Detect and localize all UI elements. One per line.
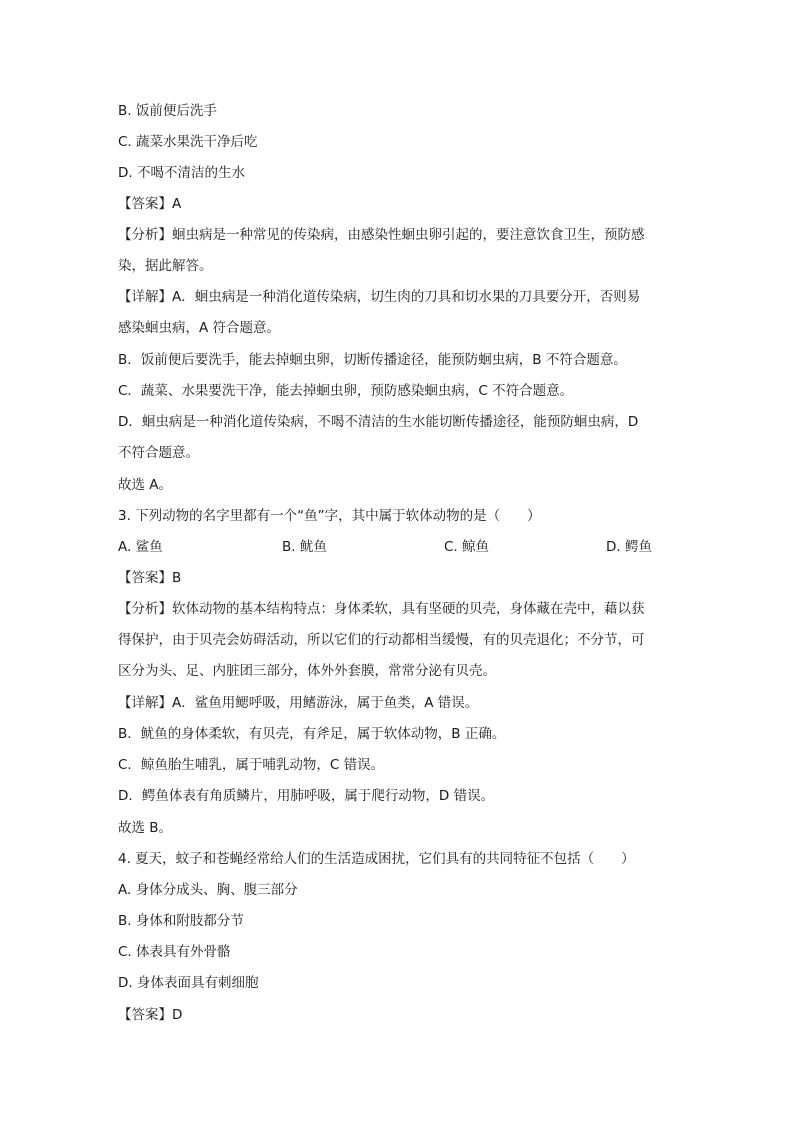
analysis-line: 染，据此解答。 [118,258,213,274]
option-d: D. 鳄鱼 [606,539,652,555]
explanation-line: 不符合题意。 [118,445,199,461]
option-a: A. 鲨鱼 [118,539,163,555]
option-a-line: A. 身体分成头、胸、腹三部分 [118,882,298,898]
analysis-line: 【分析】软体动物的基本结构特点：身体柔软，具有坚硬的贝壳，身体藏在壳中，藉以获 [118,601,645,617]
answer-line: 【答案】D [118,1007,183,1023]
answer-line: 【答案】B [118,570,182,586]
explanation-line: D．蛔虫病是一种消化道传染病，不喝不清洁的生水能切断传播途径，能预防蛔虫病，D [118,414,639,430]
question-3-options [118,537,678,557]
option-c-line: C. 体表具有外骨骼 [118,944,231,960]
explanation-line: 感染蛔虫病，A 符合题意。 [118,320,281,336]
explanation-line: D．鳄鱼体表有角质鳞片，用肺呼吸，属于爬行动物，D 错误。 [118,788,495,804]
option-d-line: D. 身体表面具有刺细胞 [118,975,259,991]
answer-line: 【答案】A [118,196,182,212]
option-b-line: B. 身体和附肢都分节 [118,913,244,929]
option-c-line: C. 蔬菜水果洗干净后吃 [118,134,258,150]
option-b: B. 鱿鱼 [282,539,327,555]
analysis-line: 【分析】蛔虫病是一种常见的传染病，由感染性蛔虫卵引起的，要注意饮食卫生，预防感 [118,227,645,243]
explanation-line: 【详解】A．鲨鱼用鳃呼吸，用鳍游泳，属于鱼类，A 错误。 [118,695,479,711]
explanation-line: C．蔬菜、水果要洗干净，能去掉蛔虫卵，预防感染蛔虫病，C 不符合题意。 [118,383,574,399]
analysis-line: 区分为头、足、内脏团三部分，体外外套膜，常常分泌有贝壳。 [118,663,496,679]
explanation-line: 【详解】A．蛔虫病是一种消化道传染病，切生肉的刀具和切水果的刀具要分开，否则易 [118,289,641,305]
conclusion-line: 故选 B。 [118,820,173,836]
explanation-line: C．鲸鱼胎生哺乳，属于哺乳动物，C 错误。 [118,757,385,773]
option-b-line: B. 饭前便后洗手 [118,103,217,119]
explanation-line: B．饭前便后要洗手，能去掉蛔虫卵，切断传播途径，能预防蛔虫病，B 不符合题意。 [118,352,627,368]
option-c: C. 鲸鱼 [444,539,490,555]
explanation-line: B．鱿鱼的身体柔软，有贝壳，有斧足，属于软体动物，B 正确。 [118,726,506,742]
question-4-stem: 4. 夏天，蚊子和苍蝇经常给人们的生活造成困扰，它们具有的共同特征不包括（ ） [118,851,635,867]
conclusion-line: 故选 A。 [118,477,173,493]
question-3-stem: 3. 下列动物的名字里都有一个“鱼”字，其中属于软体动物的是（ ） [118,508,541,524]
analysis-line: 得保护，由于贝壳会妨碍活动，所以它们的行动都相当缓慢，有的贝壳退化；不分节，可 [118,632,645,648]
option-d-line: D. 不喝不清洁的生水 [118,165,245,181]
